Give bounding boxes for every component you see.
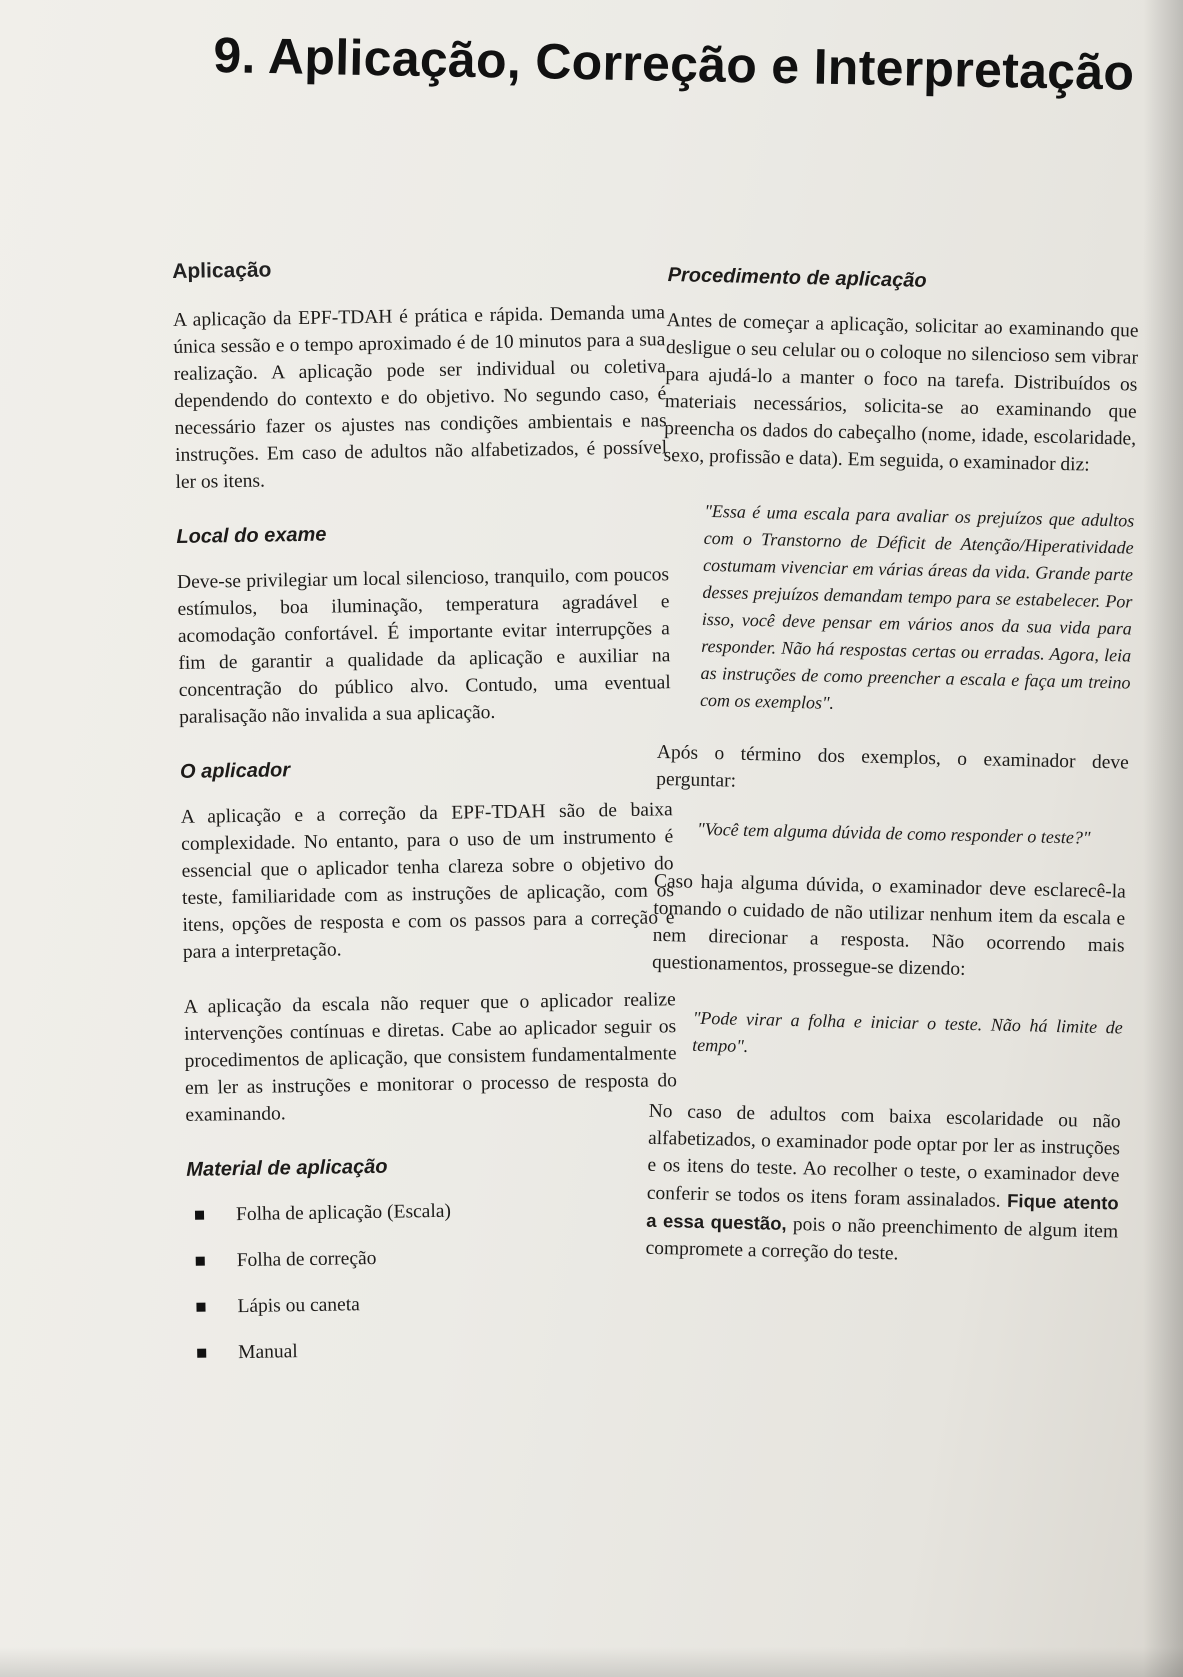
paragraph-procedimento: Antes de começar a aplicação, solicitar ao examinando que desligue o seu celular ou o coloque no silencioso sem vibrar para ajudá-lo a manter o foco na tarefa. Distribuídos os materiais necessários, solicita-se ao examinando que preencha os dados do cabeçalho (nome, idade, escolaridade, sexo, profissão e data). Em seguida, o examinador diz: xyxy=(663,309,1139,476)
page-bottom-shadow xyxy=(0,1647,1183,1677)
bullet-icon xyxy=(196,1257,205,1266)
emphasis-text: Fique atento a essa questão, xyxy=(646,1189,1120,1234)
subhead-local-do-exame: Local do exame xyxy=(176,523,327,548)
right-column xyxy=(645,262,1140,1300)
subhead-material: Material de aplicação xyxy=(186,1155,388,1181)
list-item: Folha de correção xyxy=(188,1240,680,1275)
subhead-procedimento: Procedimento de aplicação xyxy=(667,263,927,292)
paragraph-apos: Após o término dos exemplos, o examinador deve perguntar: xyxy=(656,741,1129,792)
quote-question: "Você tem alguma dúvida de como responder o teste?" xyxy=(696,818,1091,848)
page-edge-shadow xyxy=(1143,0,1183,1677)
paragraph-aplicacao: A aplicação da EPF-TDAH é prática e rápida. Demanda uma única sessão e o tempo aproximado é de 10 minutos para a sua realização. A aplicação pode ser individual ou coletiva dependendo do contexto e do objetivo. No segundo caso, é necessário fazer os ajustes nas condições ambientais e nas instruções. Em caso de adultos não alfabetizados, é possível ler os itens. xyxy=(172,302,668,493)
paragraph-final: No caso de adultos com baixa escolaridade ou não alfabetizados, o examinador pode optar por ler as instruções e os itens do teste. Ao recolher o teste, o examinador deve conferir se todos os itens foram assinalados. Fique atento a essa questão, pois o não preenchimento de algum item compromete a correção do teste. xyxy=(645,1100,1121,1265)
list-item: Lápis ou caneta xyxy=(188,1286,680,1321)
bullet-icon xyxy=(197,1349,206,1358)
list-item: Manual xyxy=(189,1332,681,1367)
bullet-icon xyxy=(195,1211,204,1220)
left-column xyxy=(172,250,682,1386)
quote-instructions: "Essa é uma escala para avaliar os prejuízos que adultos com o Transtorno de Déficit de Atenção/Hiperatividade costumam vivenciar em várias áreas da vida. Grande parte desses prejuízos demandam tempo para se estabelecer. Por isso, você deve pensar em vários anos da sua vida para responder. Não há respostas certas ou erradas. Agora, leia as instruções de como preencher a escala e faça um treino com os exemplos". xyxy=(699,500,1135,713)
quote-start: "Pode virar a folha e iniciar o teste. Não há limite de tempo". xyxy=(692,1007,1123,1057)
section-title-aplicacao: Aplicação xyxy=(172,258,272,283)
paragraph-aplicador-1: A aplicação e a correção da EPF-TDAH são de baixa complexidade. No entanto, para o uso de um instrumento é essencial que o aplicador tenha clareza sobre o objetivo do teste, familiaridade com as instruções de aplicação, com os itens, opções de resposta e com os passos para a correção e para a interpretação. xyxy=(180,799,675,963)
paragraph-local: Deve-se privilegiar um local silencioso, tranquilo, com poucos estímulos, boa iluminação, temperatura agradável e acomodação confortável. É importante evitar interrupções a fim de garantir a qualidade da aplicação e auxiliar na concentração do público alvo. Contudo, uma eventual paralisação não invalida a sua aplicação. xyxy=(176,564,671,728)
paragraph-aplicador-2: A aplicação da escala não requer que o aplicador realize intervenções contínuas e diretas. Cabe ao aplicador seguir os procedimentos de aplicação, que consistem fundamentalmente em ler as instruções e monitorar o processo de resposta do examinando. xyxy=(183,989,678,1126)
chapter-title: 9. Aplicação, Correção e Interpretação xyxy=(212,26,1135,101)
paragraph-caso: Caso haja alguma dúvida, o examinador deve esclarecê-la tomando o cuidado de não utilizar nenhum item da escala e nem direcionar a resposta. Não ocorrendo mais questionamentos, prossegue-se dizendo: xyxy=(651,870,1127,980)
list-item: Folha de aplicação (Escala) xyxy=(187,1194,679,1229)
subhead-o-aplicador: O aplicador xyxy=(179,759,291,783)
materials-list xyxy=(187,1194,682,1367)
bullet-icon xyxy=(196,1303,205,1312)
